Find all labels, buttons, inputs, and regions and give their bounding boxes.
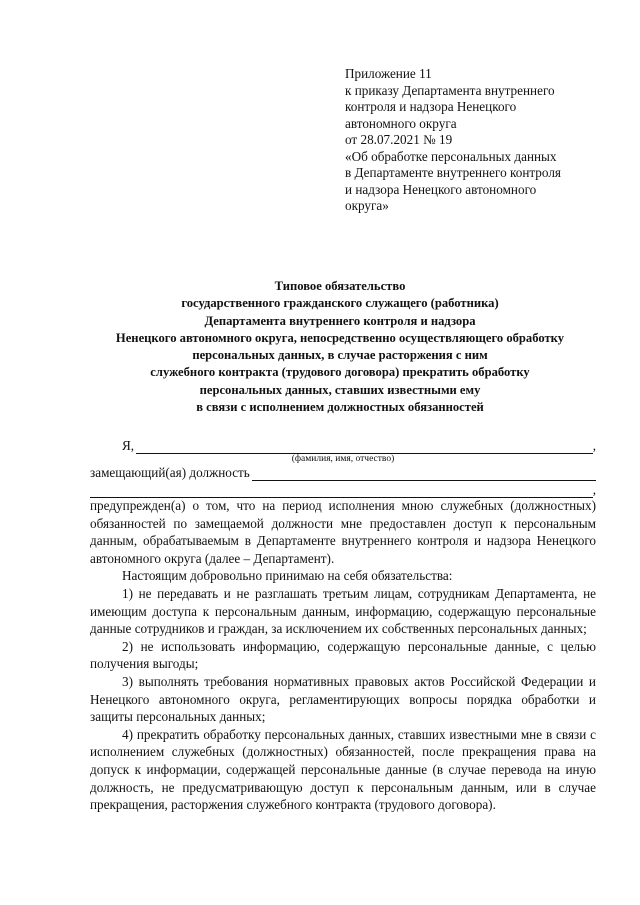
fio-comma: ,: [592, 438, 596, 453]
title-line: Департамента внутреннего контроля и надзора: [204, 313, 476, 328]
appendix-line: к приказу Департамента внутреннего: [345, 82, 555, 98]
title-line: Типовое обязательство: [274, 279, 406, 293]
appendix-line: и надзора Ненецкого автономного: [345, 181, 537, 197]
paragraph-notice: предупрежден(а) о том, что на период исполнения мною служебных (должностных) обязанностей по замещаемой должности мне предоставлен доступ к персональным данным, обрабатываемым в Департаменте внутреннего контроля и надзора Ненецкого автономного округа (далее – Департамент).: [90, 498, 596, 566]
paragraph-obligations-intro: Настоящим добровольно принимаю на себя обязательства:: [122, 568, 453, 584]
appendix-line: от 28.07.2021 № 19: [345, 132, 453, 147]
appendix-block: [345, 66, 605, 215]
paragraph-obligation-4: 4) прекратить обработку персональных данных, ставших известными мне в связи с исполнением служебных (должностных) обязанностей, после прекращения права на допуск к информации, содержащей персональные данные (в случае перевода на иную должность, не предусматривающую доступ к персональным данным, или в случае прекращения, расторжения служебного контракта (трудового договора).: [90, 726, 596, 813]
fio-row: [90, 438, 596, 454]
position-comma: ,: [592, 482, 596, 497]
title-line: в связи с исполнением должностных обязанностей: [196, 400, 484, 415]
paragraph-obligation-3: 3) выполнять требования нормативных правовых актов Российской Федерации и Ненецкого автономного округа, регламентирующих вопросы порядка обработки и защиты персональных данных;: [90, 673, 596, 725]
ya-label: Я,: [122, 438, 135, 453]
title-line: персональных данных, в случае расторжения с ним: [192, 348, 488, 363]
title-line: государственного гражданского служащего (работника): [181, 296, 499, 311]
document-title: [70, 278, 610, 416]
fio-line[interactable]: [136, 441, 593, 454]
position-row-2: [90, 482, 596, 498]
fio-hint: (фамилия, имя, отчество): [291, 454, 395, 464]
paragraph-obligation-2: 2) не использовать информацию, содержащую персональные данные, с целью получения выгоды;: [90, 638, 596, 672]
title-line: служебного контракта (трудового договора) прекратить обработку: [150, 365, 530, 380]
title-line: Ненецкого автономного округа, непосредственно осуществляющего обработку: [115, 330, 565, 345]
appendix-line: в Департаменте внутреннего контроля: [345, 165, 561, 180]
paragraph-obligation-1: 1) не передавать и не разглашать третьим лицам, сотрудникам Департамента, не имеющим доступа к персональным данным, информацию, содержащую персональные данные сотрудников и граждан, за исключением их собственных персональных данных;: [90, 585, 596, 637]
position-row: [90, 465, 596, 481]
document-body: [90, 497, 596, 814]
appendix-line: контроля и надзора Ненецкого: [345, 99, 517, 114]
position-line[interactable]: [252, 468, 596, 481]
appendix-line: Приложение 11: [345, 66, 432, 81]
appendix-line: округа»: [345, 198, 389, 213]
appendix-line: автономного округа: [345, 115, 457, 131]
title-line: персональных данных, ставших известными ему: [199, 382, 481, 397]
appendix-line: «Об обработке персональных данных: [345, 148, 557, 164]
position-label: замещающий(ая) должность: [90, 465, 250, 480]
